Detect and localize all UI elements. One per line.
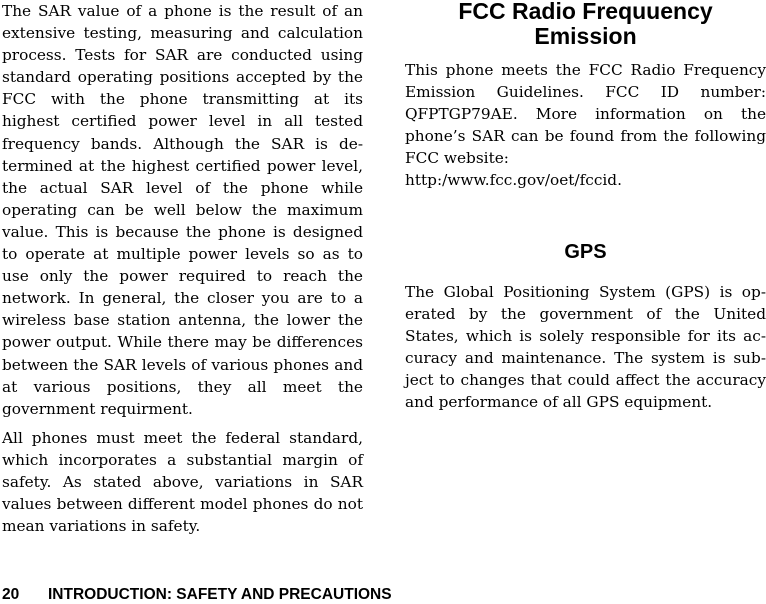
page-number: 20 [2,586,20,603]
right-column [405,0,766,413]
page-footer [2,586,392,604]
left-column [2,0,363,537]
sar-explanation-paragraph: The SAR value of a phone is the result of an extensive testing, measuring and calculation process. Tests for SAR are conducted using standard operating positions accepted by the FCC with the phone transmitting at its highest certified power level in all tested frequency bands. Although the SAR is determined at the highest certified power level, the actual SAR level of the phone while operating can be well below the maximum value. This is because the phone is designed to operate at multiple power levels so as to use only the power required to reach the network. In general, the closer you are to a wireless base station antenna, the lower the power output. While there may be differences between the SAR levels of various phones and at various positions, they all meet the government requirment. [2,2,363,418]
section-title: INTRODUCTION: SAFETY AND PRECAUTIONS [48,586,392,603]
fcc-website-url: http:/www.fcc.gov/oet/fccid. [405,171,622,190]
fcc-paragraph: This phone meets the FCC Radio Frequency Emission Guidelines. FCC ID number: QFPTGP79AE. More information on the phone’s SAR can be found from the following FCC website: [405,61,766,168]
fcc-section-heading: FCC Radio Frequuency Emission [458,0,713,49]
gps-section-heading: GPS [564,240,607,263]
federal-standard-paragraph: All phones must meet the federal standard, which incorporates a substantial margin of safety. As stated above, variations in SAR values between different model phones do not mean variations in safety. [2,428,363,536]
gps-paragraph: The Global Positioning System (GPS) is operated by the government of the United States, which is solely responsible for its accuracy and maintenance. The system is subject to changes that could affect the accuracy and performance of all GPS equipment. [405,282,766,412]
